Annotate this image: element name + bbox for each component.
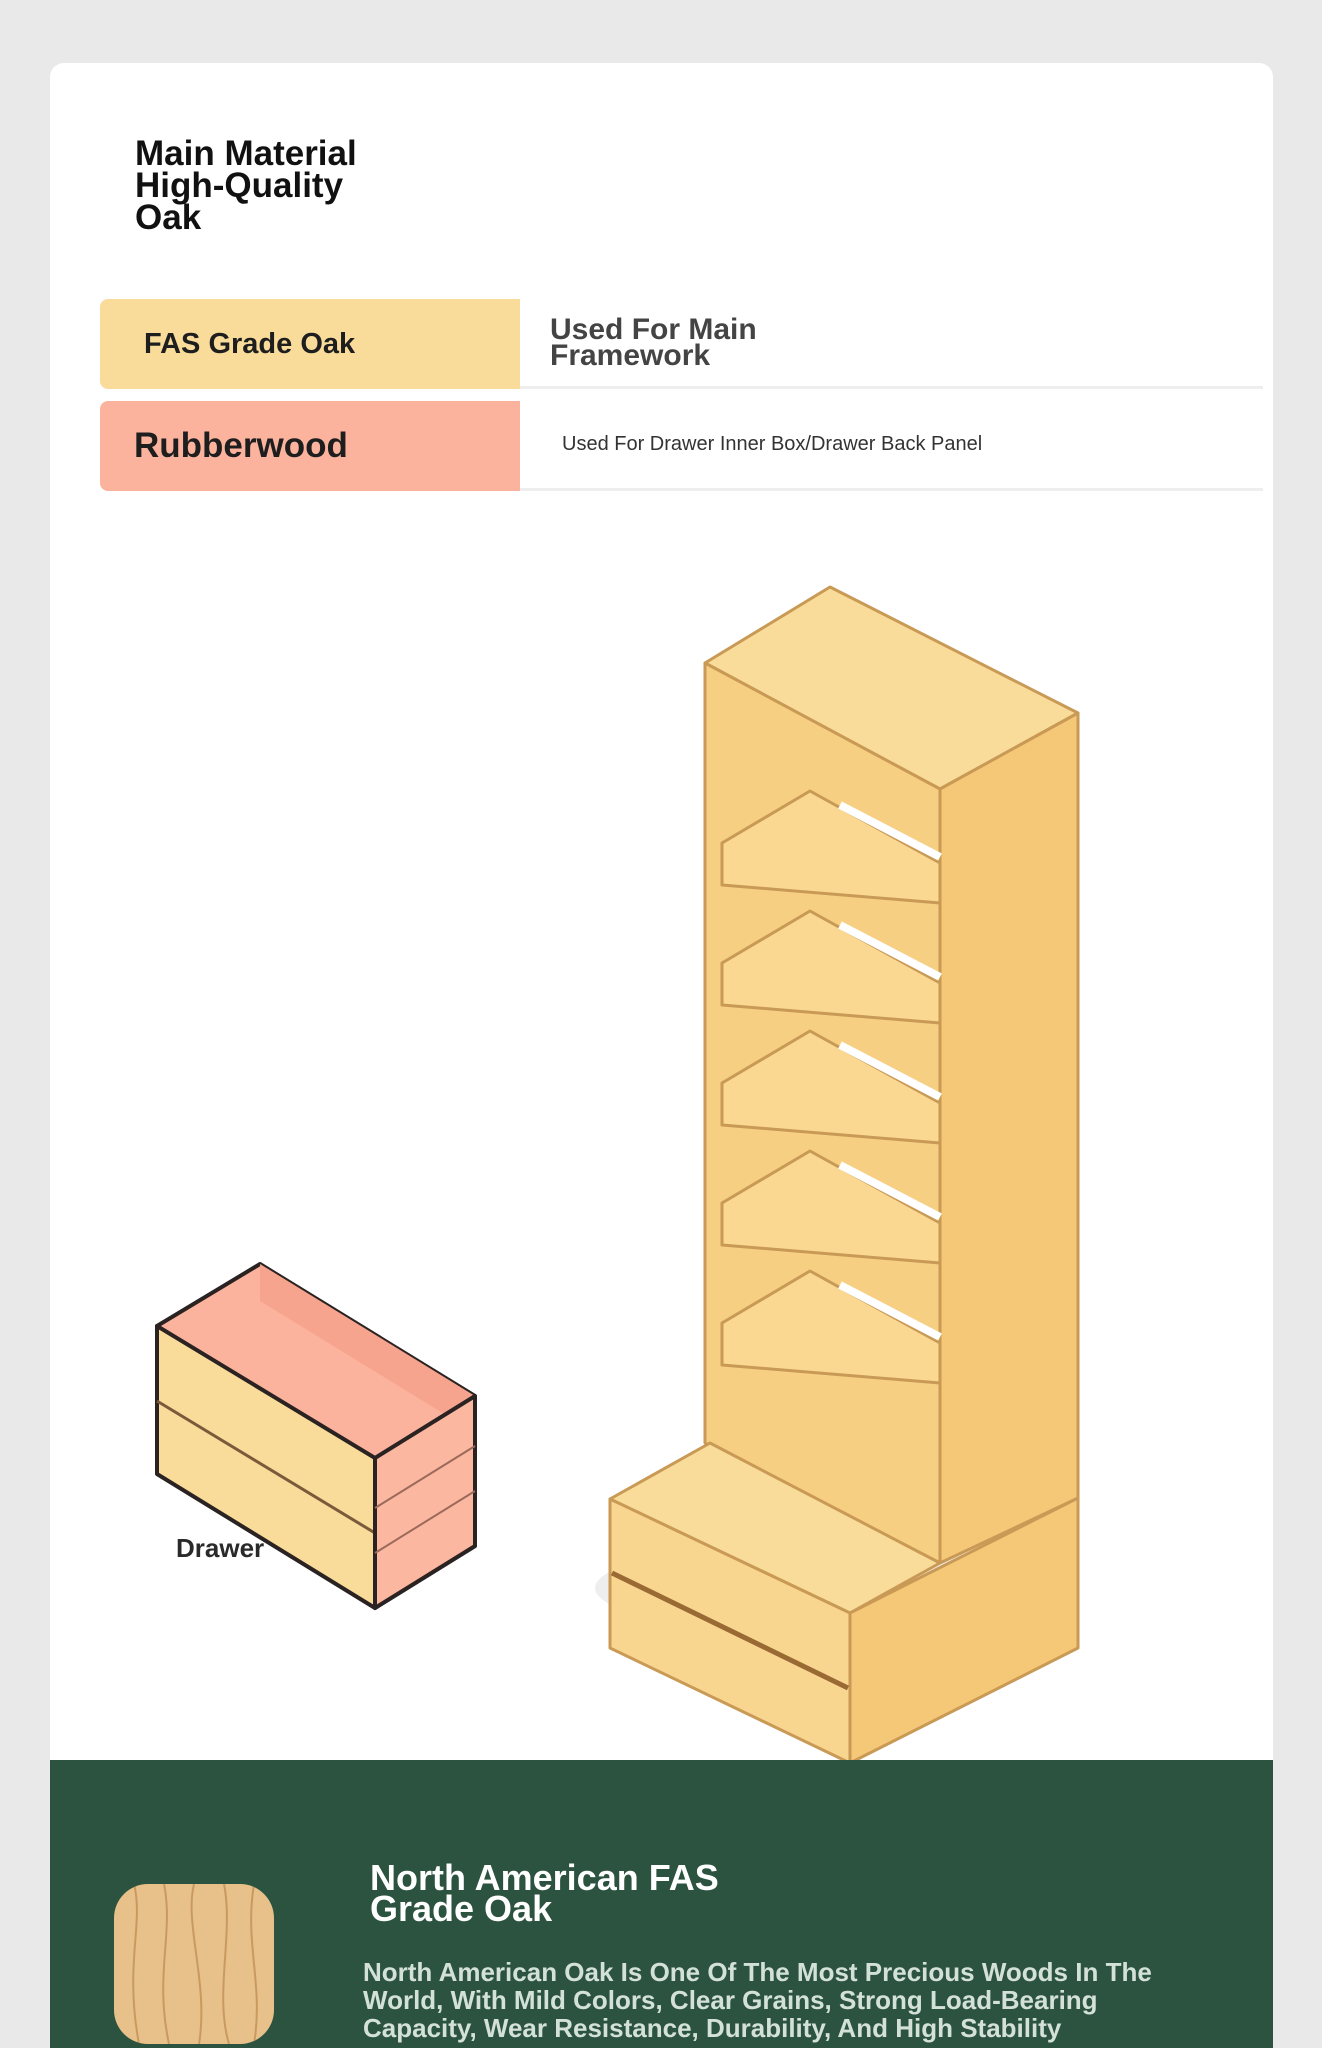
- footer-description: North American Oak Is One Of The Most Precious Woods In The World, With Mild Colors, Clear Grains, Strong Load-Bearing Capacity, Wear Resistance, Durability, And High Stability: [363, 1957, 1152, 2043]
- bookcase-illustration: [595, 587, 1078, 1763]
- material-name-rubberwood: Rubberwood: [100, 401, 520, 491]
- material-row-rubberwood: [100, 401, 1263, 491]
- page-title: Main Material High-Quality Oak: [135, 134, 357, 237]
- material-usage-rubberwood: Used For Drawer Inner Box/Drawer Back Panel: [520, 401, 1263, 491]
- material-name-oak: FAS Grade Oak: [100, 299, 520, 389]
- oak-info-footer: [50, 1760, 1273, 2048]
- drawer-label: Drawer: [176, 1533, 265, 1563]
- furniture-illustration: [50, 563, 1273, 1783]
- footer-title: North American FAS Grade Oak: [370, 1857, 719, 1929]
- material-row-oak: [100, 299, 1263, 389]
- oak-wood-grain-swatch-icon: [114, 1884, 274, 2044]
- material-card: [50, 63, 1273, 2048]
- material-usage-oak: Used For Main Framework: [520, 299, 1263, 389]
